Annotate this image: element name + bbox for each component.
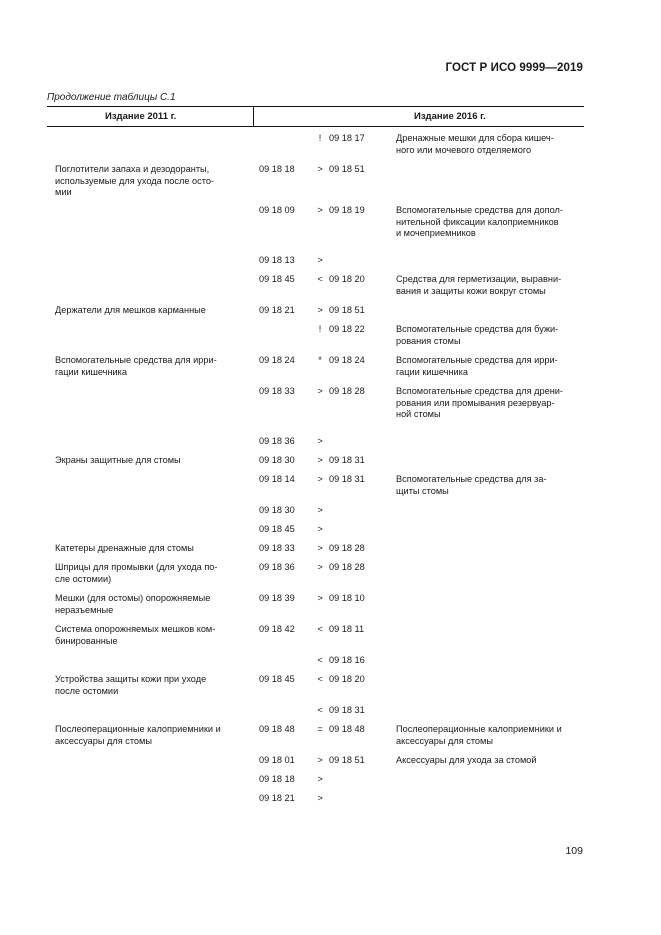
cell-relation: =: [317, 724, 323, 734]
cell-code-2016: 09 18 51: [329, 755, 365, 765]
cell-relation: >: [317, 455, 323, 465]
cell-relation: >: [317, 524, 323, 534]
table-body: [47, 127, 584, 812]
cell-relation: >: [317, 255, 323, 265]
cell-name-2016: Вспомогательные средства для допол- нительной фиксации калоприемников и мочеприемников: [396, 205, 563, 239]
table-row: [47, 455, 584, 474]
header-edition-2011: Издание 2011 г.: [105, 111, 177, 122]
table-row: [47, 274, 584, 305]
cell-code-2016: 09 18 20: [329, 674, 365, 684]
cell-code-2016: 09 18 28: [329, 543, 365, 553]
table-row: [47, 505, 584, 524]
table-row: [47, 793, 584, 812]
cell-relation: >: [317, 543, 323, 553]
correspondence-table: [47, 106, 584, 812]
table-row: [47, 774, 584, 793]
cell-name-2011: Экраны защитные для стомы: [55, 455, 181, 465]
cell-name-2016: Вспомогательные средства для за- щиты стомы: [396, 474, 547, 496]
cell-name-2011: Держатели для мешков карманные: [55, 305, 206, 315]
cell-code-2016: 09 18 16: [329, 655, 365, 665]
cell-relation: >: [317, 562, 323, 572]
cell-code-2011: 09 18 30: [259, 455, 295, 465]
cell-name-2011: Поглотители запаха и дезодоранты, используемые для ухода после осто- мии: [55, 164, 214, 198]
table-row: [47, 755, 584, 774]
table-row: [47, 705, 584, 724]
table-row: [47, 355, 584, 386]
table-row: [47, 205, 584, 255]
cell-relation: !: [318, 324, 322, 334]
table-row: [47, 524, 584, 543]
cell-code-2011: 09 18 45: [259, 274, 295, 284]
cell-code-2011: 09 18 24: [259, 355, 295, 365]
cell-code-2016: 09 18 48: [329, 724, 365, 734]
cell-relation: >: [317, 205, 323, 215]
cell-code-2016: 09 18 31: [329, 474, 365, 484]
cell-name-2016: Послеоперационные калоприемники и аксессуары для стомы: [396, 724, 562, 746]
table-row: [47, 593, 584, 624]
table-row: [47, 386, 584, 436]
cell-code-2011: 09 18 30: [259, 505, 295, 515]
cell-code-2016: 09 18 20: [329, 274, 365, 284]
cell-relation: <: [317, 274, 323, 284]
cell-code-2011: 09 18 13: [259, 255, 295, 265]
table-row: [47, 543, 584, 562]
table-row: [47, 164, 584, 205]
cell-name-2011: Катетеры дренажные для стомы: [55, 543, 194, 553]
cell-code-2016: 09 18 31: [329, 455, 365, 465]
cell-relation: >: [317, 474, 323, 484]
cell-relation: >: [317, 505, 323, 515]
cell-relation: >: [317, 793, 323, 803]
table-header: [47, 107, 584, 127]
cell-name-2011: Мешки (для остомы) опорожняемые неразъемные: [55, 593, 211, 615]
cell-relation: !: [318, 133, 322, 143]
cell-code-2016: 09 18 10: [329, 593, 365, 603]
cell-code-2016: 09 18 51: [329, 305, 365, 315]
cell-relation: <: [317, 674, 323, 684]
table-row: [47, 724, 584, 755]
cell-code-2016: 09 18 51: [329, 164, 365, 174]
cell-relation: *: [318, 355, 322, 365]
cell-name-2016: Вспомогательные средства для ирри- гации кишечника: [396, 355, 558, 377]
cell-code-2011: 09 18 48: [259, 724, 295, 734]
cell-code-2016: 09 18 22: [329, 324, 365, 334]
cell-code-2016: 09 18 28: [329, 386, 365, 396]
cell-name-2011: Система опорожняемых мешков ком- бинированные: [55, 624, 216, 646]
cell-code-2016: 09 18 17: [329, 133, 365, 143]
table-row: [47, 674, 584, 705]
table-row: [47, 655, 584, 674]
cell-name-2016: Средства для герметизации, выравни- вания и защиты кожи вокруг стомы: [396, 274, 562, 296]
cell-relation: >: [317, 436, 323, 446]
cell-code-2016: 09 18 24: [329, 355, 365, 365]
cell-code-2016: 09 18 11: [329, 624, 365, 634]
cell-relation: >: [317, 593, 323, 603]
table-row: [47, 133, 584, 164]
cell-name-2011: Устройства защиты кожи при уходе после остомии: [55, 674, 207, 696]
cell-name-2016: Вспомогательные средства для бужи- рования стомы: [396, 324, 559, 346]
cell-name-2016: Аксессуары для ухода за стомой: [396, 755, 537, 765]
cell-code-2016: 09 18 19: [329, 205, 365, 215]
cell-code-2011: 09 18 09: [259, 205, 295, 215]
cell-code-2011: 09 18 33: [259, 386, 295, 396]
table-row: [47, 624, 584, 655]
cell-code-2016: 09 18 31: [329, 705, 365, 715]
cell-relation: <: [317, 655, 323, 665]
table-row: [47, 324, 584, 355]
cell-relation: >: [317, 755, 323, 765]
table-row: [47, 474, 584, 505]
cell-code-2011: 09 18 18: [259, 164, 295, 174]
cell-code-2011: 09 18 45: [259, 674, 295, 684]
cell-code-2011: 09 18 18: [259, 774, 295, 784]
cell-name-2016: Вспомогательные средства для дрени- рования или промывания резервуар- ной стомы: [396, 386, 563, 420]
cell-relation: <: [317, 705, 323, 715]
table-row: [47, 436, 584, 455]
cell-code-2011: 09 18 14: [259, 474, 295, 484]
cell-code-2011: 09 18 21: [259, 793, 295, 803]
page-number: 109: [565, 845, 583, 857]
header-edition-2016: Издание 2016 г.: [414, 111, 486, 122]
cell-name-2011: Шприцы для промывки (для ухода по- сле остомии): [55, 562, 218, 584]
cell-relation: >: [317, 164, 323, 174]
document-code: ГОСТ Р ИСО 9999—2019: [445, 62, 583, 74]
cell-relation: <: [317, 624, 323, 634]
cell-relation: >: [317, 305, 323, 315]
cell-code-2016: 09 18 28: [329, 562, 365, 572]
table-row: [47, 562, 584, 593]
cell-code-2011: 09 18 39: [259, 593, 295, 603]
table-caption: Продолжение таблицы С.1: [47, 92, 176, 103]
cell-name-2016: Дренажные мешки для сбора кишеч- ного или мочевого отделяемого: [396, 133, 554, 155]
cell-code-2011: 09 18 45: [259, 524, 295, 534]
cell-code-2011: 09 18 33: [259, 543, 295, 553]
cell-code-2011: 09 18 21: [259, 305, 295, 315]
cell-code-2011: 09 18 36: [259, 436, 295, 446]
table-row: [47, 305, 584, 324]
cell-relation: >: [317, 386, 323, 396]
cell-name-2011: Послеоперационные калоприемники и аксессуары для стомы: [55, 724, 221, 746]
cell-code-2011: 09 18 42: [259, 624, 295, 634]
cell-code-2011: 09 18 36: [259, 562, 295, 572]
cell-relation: >: [317, 774, 323, 784]
table-row: [47, 255, 584, 274]
cell-code-2011: 09 18 01: [259, 755, 295, 765]
cell-name-2011: Вспомогательные средства для ирри- гации кишечника: [55, 355, 217, 377]
